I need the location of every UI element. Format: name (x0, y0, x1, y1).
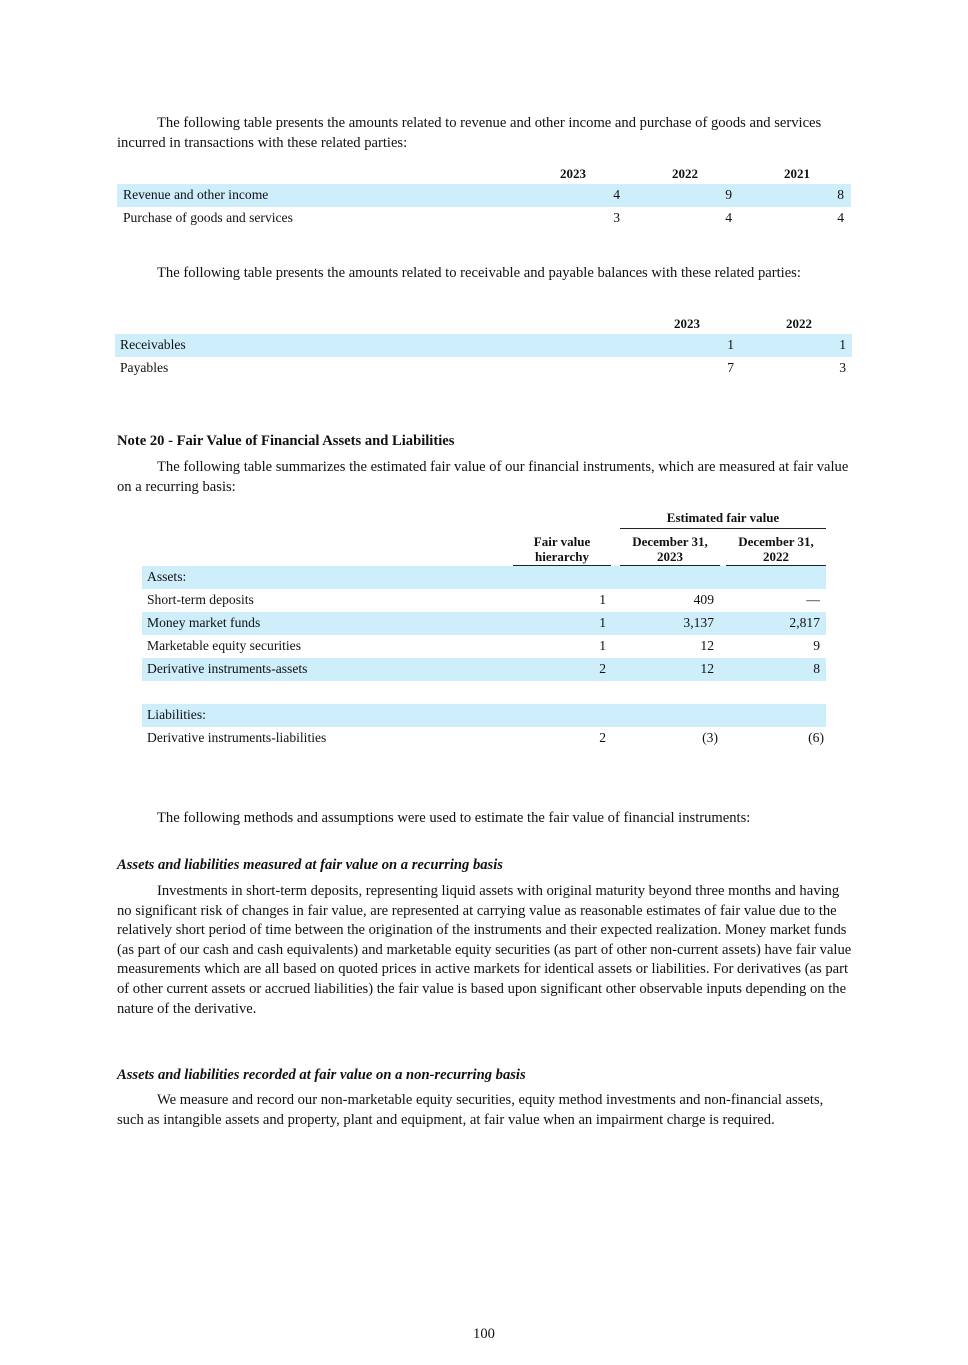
table-row (115, 334, 852, 357)
table1-header-2021: 2021 (744, 166, 850, 185)
row-label: Short-term deposits (147, 592, 254, 607)
cell-2023: 1 (727, 337, 734, 352)
cell-2022: 1 (839, 337, 846, 352)
page-number: 100 (473, 1326, 495, 1342)
table-row (142, 612, 826, 635)
table1-header-2022: 2022 (632, 166, 738, 185)
section-label: Assets: (147, 569, 187, 584)
cell-2023: 409 (693, 592, 714, 607)
table-row (142, 658, 826, 681)
intro-text-3: The following table summarizes the estimated fair value of our financial instruments, which are measured at fair value on a recurring basis: (117, 459, 849, 495)
cell-2022: 2,817 (789, 615, 820, 630)
table-row (142, 635, 826, 658)
row-label: Money market funds (147, 615, 261, 630)
table-row (115, 357, 852, 380)
table2-header-2022: 2022 (746, 316, 852, 335)
table-row (142, 589, 826, 612)
cell-2022: (6) (808, 730, 824, 745)
group-header-estimated-fair-value: Estimated fair value (620, 510, 826, 529)
table-row (117, 207, 851, 230)
cell-2023: (3) (702, 730, 718, 745)
cell-2022: 8 (813, 661, 820, 676)
cell-2022: 3 (839, 360, 846, 375)
subsection-paragraph-recurring (117, 882, 853, 1019)
row-label: Revenue and other income (123, 187, 269, 202)
cell-level: 1 (599, 592, 606, 607)
cell-2023: 7 (727, 360, 734, 375)
row-label: Marketable equity securities (147, 638, 302, 653)
intro-paragraph-3 (117, 458, 853, 497)
cell-2023: 3 (613, 210, 620, 225)
cell-2022: — (806, 592, 820, 607)
col-header-hierarchy: Fair value hierarchy (513, 534, 611, 566)
col-header-2023: December 31, 2023 (620, 534, 720, 566)
section-row-assets (142, 566, 826, 589)
subsection-paragraph-non-recurring (117, 1091, 853, 1130)
methods-text: The following methods and assumptions were used to estimate the fair value of financial instruments: (157, 810, 751, 826)
row-label: Payables (120, 360, 169, 375)
recurring-text: Investments in short-term deposits, representing liquid assets with original maturity beyond three months and having no significant risk of changes in fair value, are represented at carrying value as reasonable estimates of fair value due to the relatively short period of time between the origination of the instruments and their expected realization. Money market funds (as part of our cash and cash equivalents) and marketable equity securities (as part of other non-current assets) have fair value measurements which are all based on quoted prices in active markets for identical assets or liabilities. For derivatives (as part of other current assets or accrued liabilities) the fair value is based upon significant other observable inputs depending on the nature of the derivative. (117, 883, 852, 1017)
subsection-title-recurring: Assets and liabilities measured at fair value on a recurring basis (117, 857, 503, 873)
cell-2021: 8 (837, 187, 844, 202)
cell-2023: 12 (700, 638, 714, 653)
intro-text-2: The following table presents the amounts related to receivable and payable balances with these related parties: (157, 265, 801, 281)
intro-paragraph-2 (117, 264, 853, 284)
section-row-liabilities (142, 704, 826, 727)
cell-2022: 9 (813, 638, 820, 653)
table1-header-2023: 2023 (520, 166, 626, 185)
note-title: Note 20 - Fair Value of Financial Assets and Liabilities (117, 433, 455, 449)
table-row (117, 184, 851, 207)
subsection-title-non-recurring: Assets and liabilities recorded at fair value on a non-recurring basis (117, 1067, 526, 1083)
table2-header-2023: 2023 (634, 316, 740, 335)
cell-2021: 4 (837, 210, 844, 225)
intro-paragraph-1 (117, 114, 853, 153)
col-header-2022: December 31, 2022 (726, 534, 826, 566)
row-label: Derivative instruments-assets (147, 661, 308, 676)
row-label: Receivables (120, 337, 186, 352)
row-label: Purchase of goods and services (123, 210, 293, 225)
non-recurring-text: We measure and record our non-marketable equity securities, equity method investments and non-financial assets, such as intangible assets and property, plant and equipment, at fair value when an impairment charge is required. (117, 1092, 824, 1128)
cell-2023: 3,137 (683, 615, 714, 630)
row-label: Derivative instruments-liabilities (147, 730, 327, 745)
cell-level: 1 (599, 638, 606, 653)
section-label: Liabilities: (147, 707, 206, 722)
cell-level: 2 (599, 730, 606, 745)
intro-text-1: The following table presents the amounts related to revenue and other income and purchase of goods and services incurred in transactions with these related parties: (117, 115, 822, 151)
cell-2023: 4 (613, 187, 620, 202)
cell-level: 1 (599, 615, 606, 630)
cell-level: 2 (599, 661, 606, 676)
methods-paragraph (117, 809, 853, 829)
cell-2023: 12 (700, 661, 714, 676)
cell-2022: 9 (725, 187, 732, 202)
table-row (142, 727, 826, 750)
cell-2022: 4 (725, 210, 732, 225)
